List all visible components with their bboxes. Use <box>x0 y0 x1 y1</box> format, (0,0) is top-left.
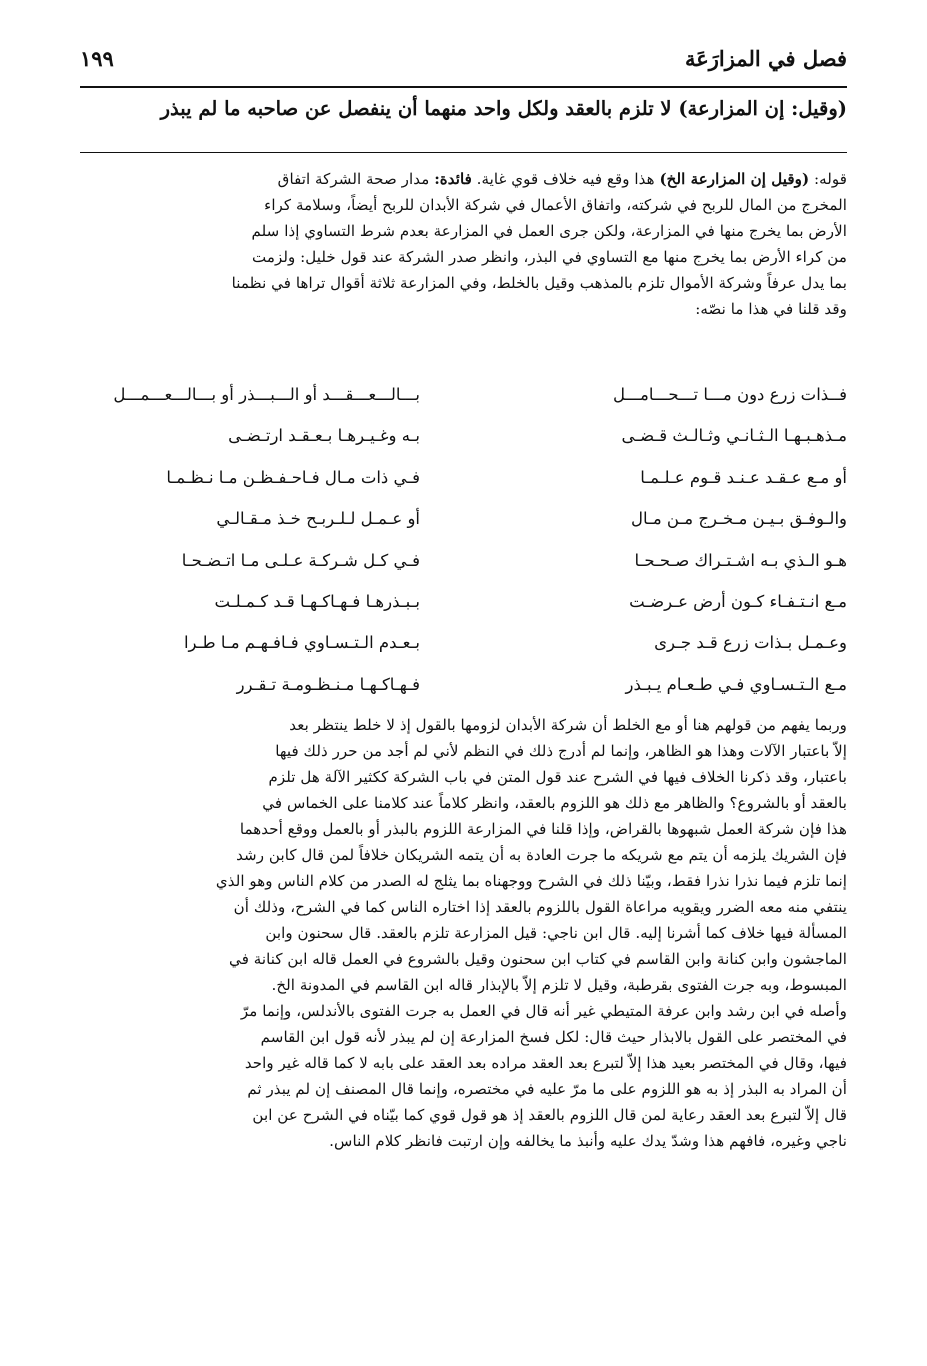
body-line: ينتفي منه معه الضرر ويقويه مراعاة القول باللزوم بالعقد إذا اختاره الناس كما في الشرح، وذلك أن <box>233 898 847 916</box>
commentary-line: قوله: (وقيل إن المزارعة الخ) هذا وقع فيه خلاف قوي غاية. فائدة: مدار صحة الشركة اتفاق <box>277 170 847 188</box>
body-line: فإن الشريك يلزمه أن يتم مع شريكه ما جرت العادة به أن يتمه الشريكان خلافاً لمن قال كابن رشد <box>236 846 847 864</box>
body-line: في المختصر على القول بالابذار حيث قال: لكل فسخ المزارعة إن لم يبذر لأنه قول ابن القاسم <box>260 1028 847 1046</box>
body-line: المسألة فيها خلاف كما أشرنا إليه. قال ابن ناجي: قيل المزارعة تلزم بالعقد. قال سحنون وابن <box>265 924 847 942</box>
body-line: أن المراد به البذر إذ به هو اللزوم على ما مرّ عليه في مختصره، وإنما قال المصنف إن لم يبذر ثم <box>247 1080 847 1098</box>
poem-verse <box>100 415 847 456</box>
commentary-line: وقد قلنا في هذا ما نصّه: <box>695 300 847 318</box>
body-line: الماجشون وابن كنانة وابن القاسم في كتاب ابن سحنون وقيل بالشروع في العمل قاله ابن كنانة في <box>229 950 847 968</box>
poem-verse <box>100 664 847 705</box>
commentary-line: بما يدل عرفاً وشركة الأموال تلزم بالمذهب وقيل بالخلط، وفي المزارعة ثلاثة أقوال تراها في نظمنا <box>231 274 847 292</box>
poem-verse <box>100 540 847 581</box>
commentary-block <box>80 166 847 322</box>
verse-second-hemistich: بـعـدم الـتـسـاوي فـافـهـم مـا طـرا <box>183 633 420 653</box>
verse-second-hemistich: فـهـاكـهـا مـنـظـومـة تـقـرر <box>236 674 420 694</box>
commentary-continuation <box>80 712 847 1154</box>
body-line: إنما تلزم فيما نذرا نذرا فقط، وبيّنا ذلك في الشرح ووجهناه بما يثلج له الصدر من كلام الناس وهو الذي <box>215 872 847 890</box>
commentary-line: المخرج من المال للربح في شركته، واتفاق الأعمال في شركة الأبدان للربح أيضاً، وسلامة كراء <box>264 196 847 214</box>
body-line: بالعقد أو بالشروع؟ والظاهر مع ذلك هو اللزوم بالعقد، وانظر كلاماً عند كلامنا على الخماس في <box>262 794 847 812</box>
body-line: المبسوط، وبه جرت الفتوى بقرطبة، وقيل لا تلزم إلاّ بالإبذار قاله ابن القاسم في المدونة الخ. <box>271 976 847 994</box>
body-line: ناجي وغيره، فافهم هذا وشدّ يدك عليه وأنبذ ما يخالفه وإن ارتبت فانظر كلام الناس. <box>329 1132 847 1150</box>
body-line: وربما يفهم من قولهم هنا أو مع الخلط أن شركة الأبدان لزومها بالقول إذ لا خلط ينتظر بعد <box>289 716 847 734</box>
poem-verse <box>100 622 847 663</box>
commentary-line: من كراء الأرض بما يخرج منها مع التساوي في البذر، وانظر صدر الشركة عند قول خليل: ولزمت <box>251 248 847 266</box>
body-line: وأصله في ابن رشد وابن عرفة المتيطي غير أنه قال في العمل به جرت الفتوى بالأندلس، وإنما مرّ <box>240 1002 847 1020</box>
verse-first-hemistich: والـوفـق بـيـن مـخـرج مـن مـال <box>630 509 847 529</box>
body-line: هذا فإن شركة العمل شبهوها بالقراض، وإذا قلنا في المزارعة اللزوم بالبذر أو بالعمل ووقع أحدهما <box>239 820 847 838</box>
verse-first-hemistich: فــذات زرع دون مـــا تـــحـــامـــل <box>612 385 847 404</box>
verse-first-hemistich: مـع انـتـفـاء كـون أرض عـرضـت <box>629 591 847 611</box>
body-line: إلاّ باعتبار الآلات وهذا هو الظاهر، وإنما لم أدرج ذلك في النظم لأني لم أجد من حرر ذلك فيها <box>275 742 847 760</box>
verse-first-hemistich: مـع الـتـسـاوي فـي طـعـام يـبـذر <box>625 674 847 694</box>
verse-second-hemistich: فـي ذات مـال فـاحـفـظـن مـا نـظـمـا <box>166 467 420 487</box>
poem-verse <box>100 498 847 539</box>
chapter-title: فصل في المزارَعَة <box>684 46 847 71</box>
verse-second-hemistich: بـه وغـيـرهـا بـعـقـد ارتـضـى <box>228 426 420 446</box>
body-line: باعتبار، وقد ذكرنا الخلاف فيها في الشرح عند قول المتن في باب الشركة ككثير الآلة هل تلزم <box>268 768 847 786</box>
verse-second-hemistich: أو عـمـل لـلـربـح خـذ مـقـالـي <box>216 509 420 529</box>
page-header <box>80 42 847 88</box>
body-line: قال إلاّ لتبرع بعد العقد رعاية لمن قال اللزوم بالعقد إذ هو قول قوي كما بيّناه في الشرح عن ابن <box>252 1106 847 1124</box>
verse-second-hemistich: بـــالـــعـــقـــد أو الـــبـــذر أو بـــالـــعـــمـــل <box>113 385 420 404</box>
verse-second-hemistich: بـبـذرهـا فـهـاكـهـا قـد كـمـلـت <box>214 591 420 611</box>
commentary-line: الأرض بما يخرج منها في المزارعة، ولكن جرى العمل في المزارعة بعدم شرط التساوي إذا سلم <box>251 222 847 240</box>
divider-rule <box>80 152 847 153</box>
body-line: فيها، وقال في المختصر بعيد هذا إلاّ لتبرع بعد العقد مراده بعد العقد على بابه لا كما قاله غير واحد <box>244 1054 847 1072</box>
poem-verse <box>100 374 847 415</box>
verse-first-hemistich: هـو الـذي بـه اشـتـراك صـحـحـا <box>634 550 847 570</box>
page-number: ١٩٩ <box>80 46 114 71</box>
verse-first-hemistich: أو مـع عـقـد عـنـد قـوم عـلـمـا <box>640 467 847 487</box>
main-text-line: (وقيل: إن المزارعة) لا تلزم بالعقد ولكل واحد منهما أن ينفصل عن صاحبه ما لم يبذر <box>160 97 847 120</box>
poem-verse <box>100 581 847 622</box>
verse-first-hemistich: مـذهـبـهـا الـثـانـي وثـالـث قـضـى <box>621 426 847 446</box>
verse-first-hemistich: وعـمـل بـذات زرع قـد جـرى <box>654 633 847 653</box>
poem-block <box>100 374 847 705</box>
verse-second-hemistich: فـي كـل شـركـة عـلـى مـا اتـضـحـا <box>181 550 420 570</box>
poem-verse <box>100 457 847 498</box>
